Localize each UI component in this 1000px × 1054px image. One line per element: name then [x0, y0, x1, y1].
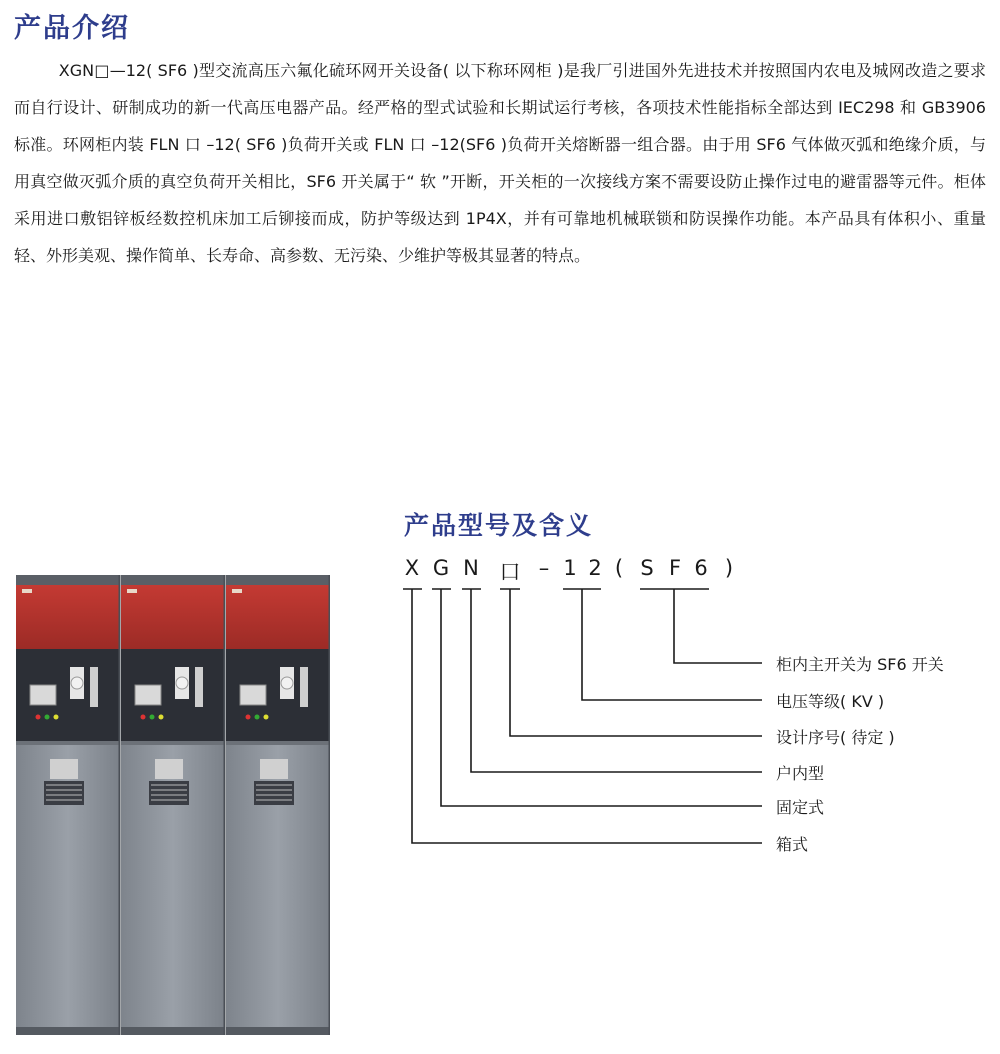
model-char-dash: –	[538, 556, 550, 580]
meaning-fixed: 固定式	[776, 798, 825, 817]
model-title: 产品型号及含义	[404, 511, 594, 540]
model-char-1: 1	[563, 556, 577, 580]
model-char-n: N	[463, 556, 479, 580]
meaning-box-type: 箱式	[776, 835, 809, 854]
model-char-box: 口	[499, 560, 521, 584]
model-char-g: G	[432, 556, 450, 580]
meaning-voltage-level: 电压等级( KV )	[776, 692, 885, 711]
meaning-indoor: 户内型	[776, 764, 825, 783]
model-char-rparen: )	[724, 556, 734, 580]
model-char-lparen: (	[614, 556, 624, 580]
model-char-x: X	[404, 556, 420, 580]
model-char-2: 2	[588, 556, 602, 580]
model-char-6: 6	[694, 556, 708, 580]
model-char-s: S	[640, 556, 654, 580]
intro-paragraph: XGN□—12( SF6 )型交流高压六氟化硫环网开关设备( 以下称环网柜 )是我厂引进国外先进技术并按照国内农电及城网改造之要求而自行设计、研制成功的新一代高压电器产品。经严格的型式试验和长期试运行考核，各项技术性能指标全部达到 IEC298 和 GB3906 标准。环网柜内装 FLN 口 –12( SF6 )负荷开关或 FLN 口 –12(SF6 )负荷开关熔断器一组合器。由于用 SF6 气体做灭弧和绝缘介质，与用真空做灭弧介质的真空负荷开关相比，SF6 开关属于“ 软 ”开断，开关柜的一次接线方案不需要设防止操作过电的避雷器等元件。柜体采用进口敷铝锌板经数控机床加工后铆接而成，防护等级达到 1P4X，并有可靠地机械联锁和防误操作功能。本产品具有体积小、重量轻、外形美观、操作简单、长寿命、高参数、无污染、少维护等极其显著的特点。	[14, 61, 986, 265]
model-char-f: F	[668, 556, 682, 580]
meaning-design-number: 设计序号( 待定 )	[776, 728, 895, 747]
intro-title: 产品介绍	[14, 13, 130, 44]
meaning-main-switch: 柜内主开关为 SF6 开关	[776, 655, 944, 674]
